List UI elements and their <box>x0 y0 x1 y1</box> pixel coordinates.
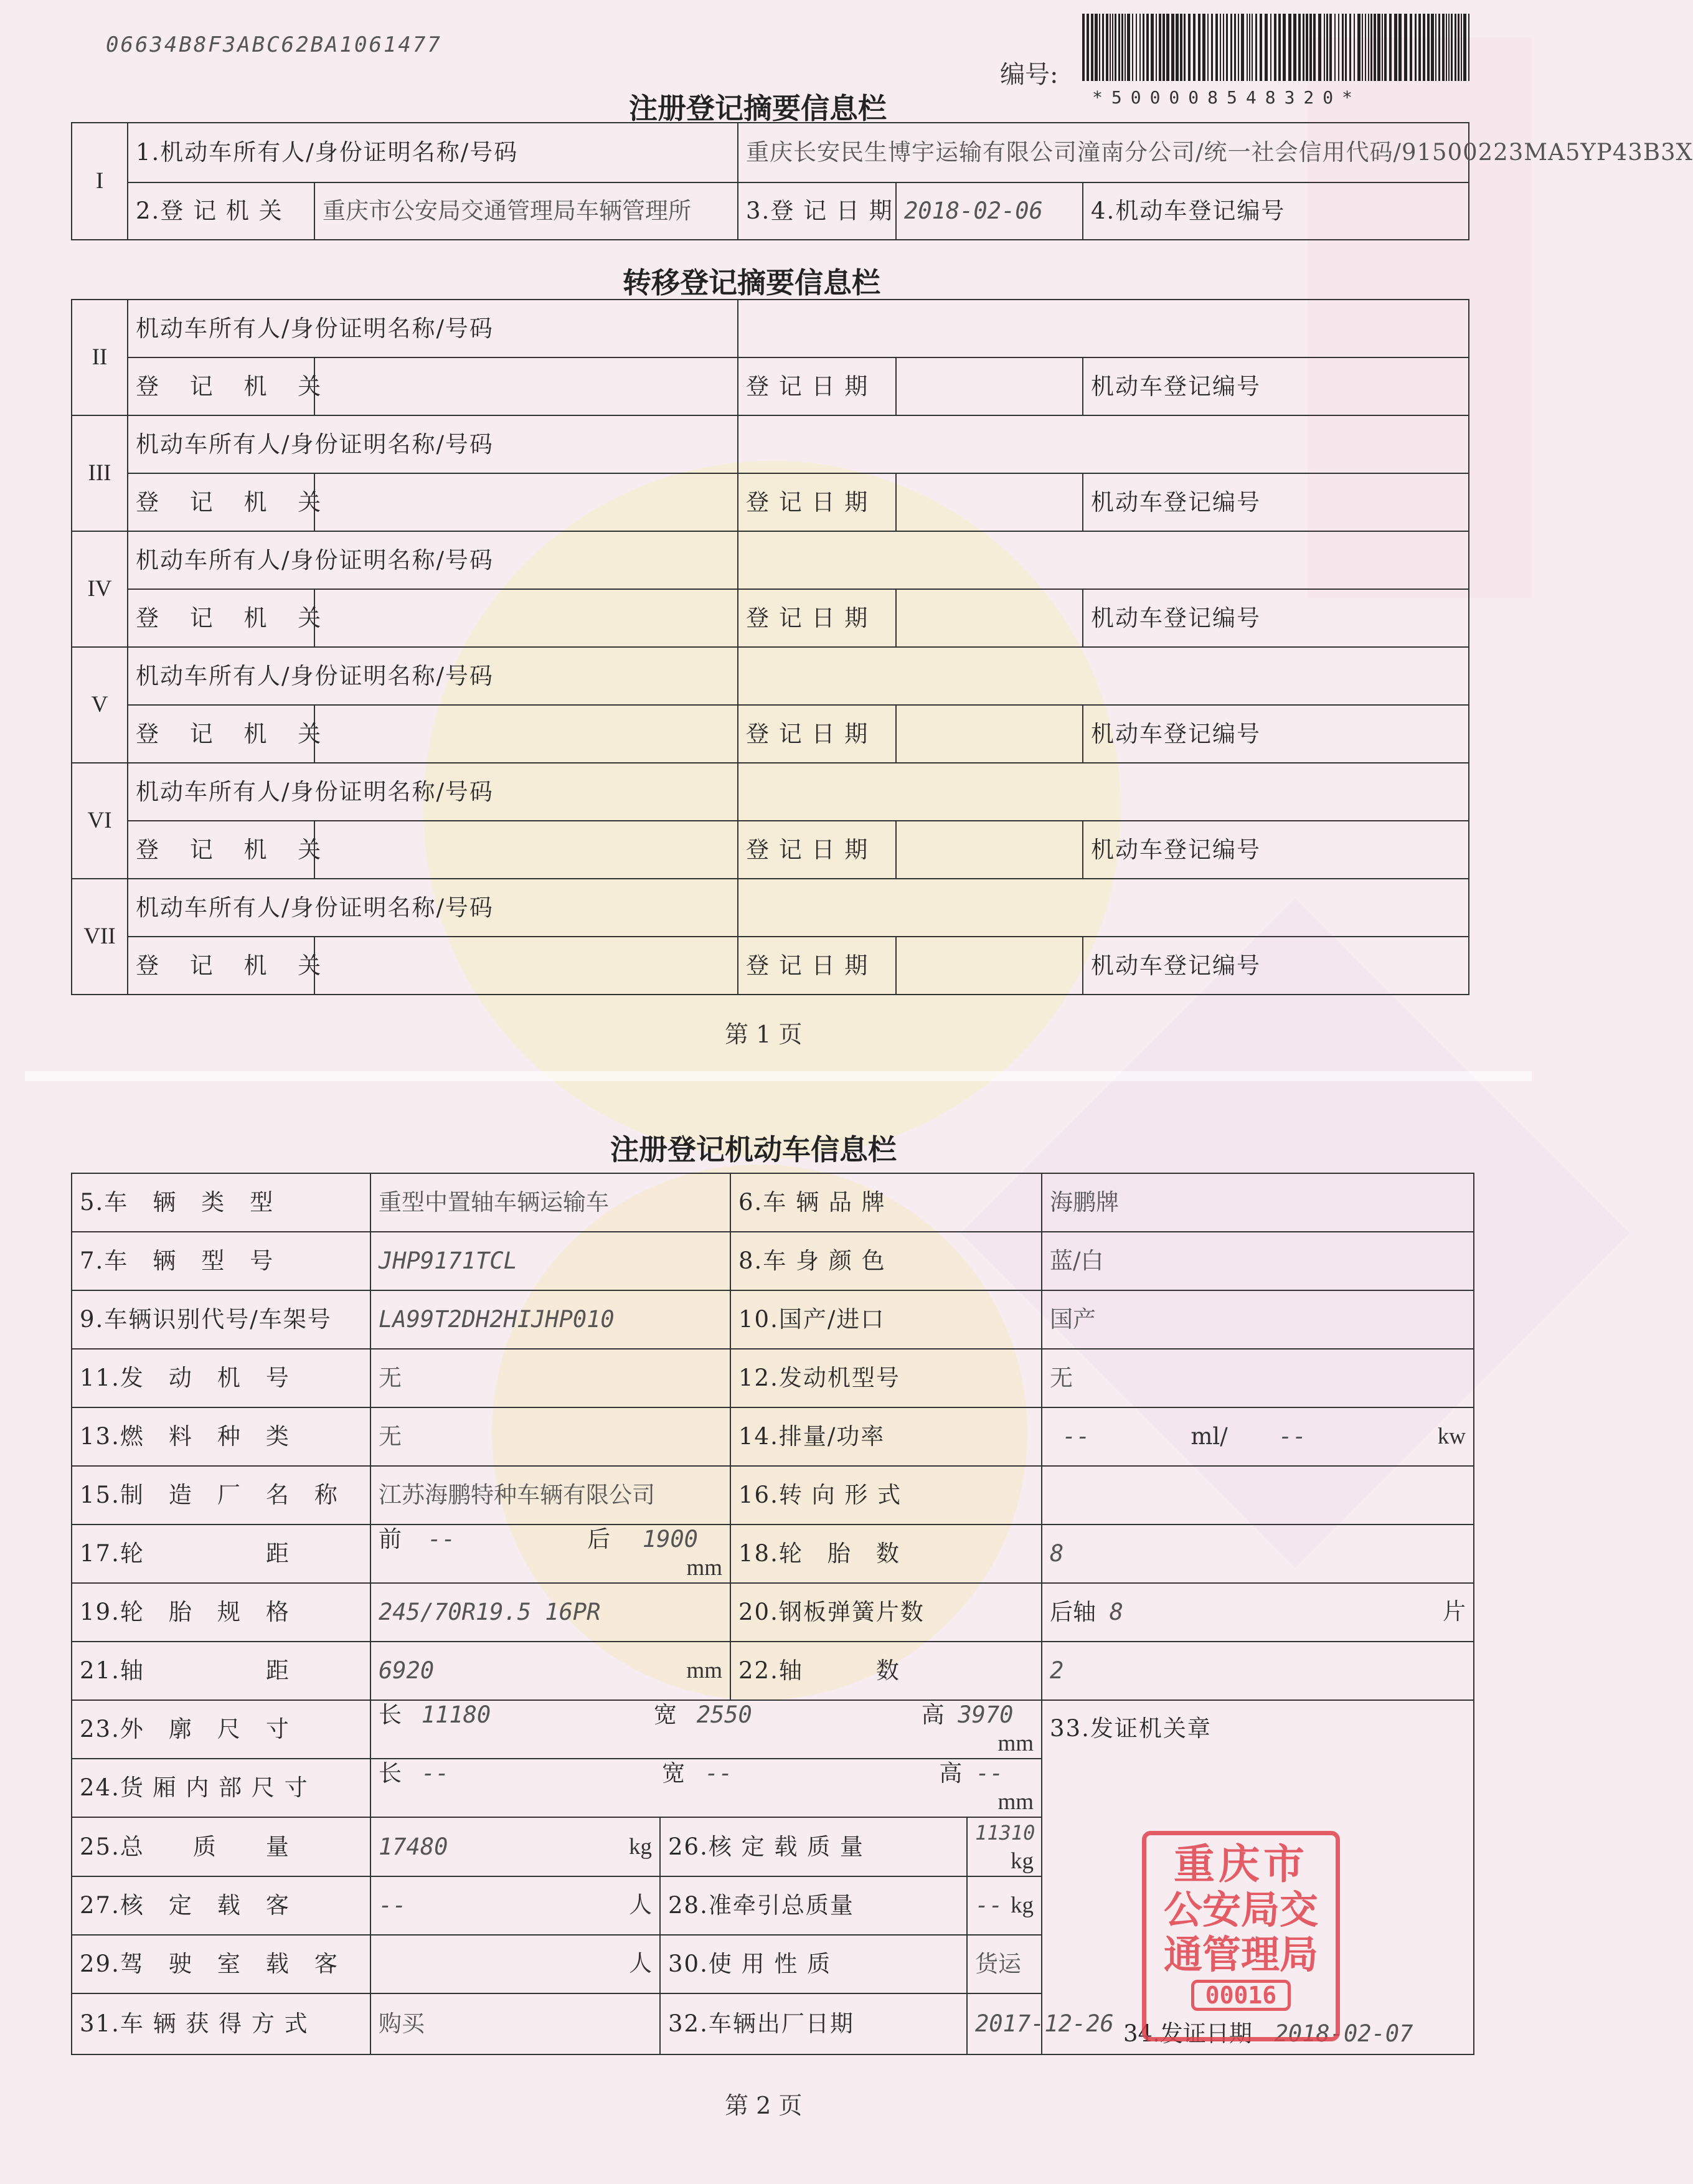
serial-number-label: 编号: <box>1000 60 1059 89</box>
total-mass-value: 17480 <box>379 1833 448 1860</box>
barcode-bar <box>1146 14 1149 81</box>
displacement-ml-unit: ml/ <box>1191 1423 1228 1450</box>
track-label: 17.轮 距 <box>72 1525 370 1583</box>
vehicle-type-label: 5.车 辆 类 型 <box>72 1173 370 1232</box>
barcode-bar <box>1342 14 1344 81</box>
track-value <box>370 1525 730 1583</box>
barcode-bar <box>1288 14 1291 81</box>
barcode-bar <box>1270 14 1271 81</box>
track-front-value: -- <box>427 1526 456 1553</box>
transfer-date-value <box>896 357 1083 415</box>
wheelbase-label: 21.轴 距 <box>72 1642 370 1700</box>
cargo-length: -- <box>421 1760 450 1787</box>
plate-number-label: 4.机动车登记编号 <box>1083 182 1469 240</box>
engine-number-value: 无 <box>370 1349 730 1407</box>
barcode-bar <box>1458 14 1460 81</box>
seal-line-3: 通管理局 <box>1163 1932 1318 1977</box>
wheelbase-unit: mm <box>686 1658 722 1683</box>
transfer-owner-value <box>738 300 1469 357</box>
power-kw: -- <box>1278 1423 1307 1450</box>
transfer-date-value <box>896 937 1083 995</box>
transfer-row-details <box>72 589 1469 647</box>
transfer-row-details <box>72 821 1469 879</box>
transfer-row-owner <box>72 647 1469 705</box>
transfer-owner-label: 机动车所有人/身份证明名称/号码 <box>128 879 738 937</box>
engine-model-value: 无 <box>1042 1349 1474 1407</box>
barcode-bar <box>1448 14 1450 81</box>
row-numeral: III <box>72 415 128 531</box>
barcode-bar <box>1202 14 1205 81</box>
barcode-bar <box>1127 14 1130 81</box>
barcode-bar <box>1326 14 1328 81</box>
color-label: 8.车 身 颜 色 <box>730 1232 1042 1290</box>
issue-date-label: 34.发证日期 <box>1123 2020 1252 2047</box>
transfer-date-value <box>896 589 1083 647</box>
transfer-summary-title: 转移登记摘要信息栏 <box>623 266 880 300</box>
transfer-owner-label: 机动车所有人/身份证明名称/号码 <box>128 415 738 473</box>
transfer-row-details <box>72 357 1469 415</box>
barcode-bar <box>1427 14 1430 81</box>
barcode-bar <box>1198 14 1200 81</box>
barcode-bar <box>1151 14 1154 81</box>
outer-height: 3970 <box>958 1701 1014 1728</box>
barcode-bar <box>1102 14 1104 81</box>
barcode-bar <box>1110 14 1111 81</box>
transfer-row-owner <box>72 879 1469 937</box>
outer-dimensions-value <box>370 1700 1042 1759</box>
transfer-authority-label: 登 记 机 关 <box>128 937 314 995</box>
authority-label: 2.登 记 机 关 <box>128 182 314 240</box>
passenger-unit: 人 <box>629 1893 652 1918</box>
police-bureau-seal <box>1142 1831 1340 2041</box>
barcode-bar <box>1132 14 1133 81</box>
barcode-bar <box>1415 14 1417 81</box>
barcode-bar <box>1283 14 1286 81</box>
owner-label: 1.机动车所有人/身份证明名称/号码 <box>128 123 738 182</box>
transfer-date-label: 登 记 日 期 <box>738 357 896 415</box>
transfer-authority-value <box>314 357 738 415</box>
transfer-owner-label: 机动车所有人/身份证明名称/号码 <box>128 647 738 705</box>
transfer-authority-value <box>314 821 738 879</box>
transfer-plate-label: 机动车登记编号 <box>1083 589 1469 647</box>
transfer-authority-label: 登 记 机 关 <box>128 589 314 647</box>
color-value: 蓝/白 <box>1042 1232 1474 1290</box>
barcode-bar <box>1255 14 1257 81</box>
seal-code: 00016 <box>1191 1980 1291 2011</box>
cargo-width: -- <box>704 1760 733 1787</box>
origin-label: 10.国产/进口 <box>730 1290 1042 1349</box>
cargo-length-label: 长 <box>379 1760 402 1787</box>
barcode-bar <box>1455 14 1456 81</box>
transfer-plate-label: 机动车登记编号 <box>1083 473 1469 531</box>
barcode-bar <box>1298 14 1301 81</box>
barcode-bar <box>1338 14 1339 81</box>
brand-label: 6.车 辆 品 牌 <box>730 1173 1042 1232</box>
transfer-date-value <box>896 705 1083 763</box>
transfer-date-value <box>896 821 1083 879</box>
barcode-bar <box>1136 14 1137 81</box>
outer-width-label: 宽 <box>653 1701 677 1728</box>
transfer-authority-value <box>314 705 738 763</box>
barcode-bar <box>1125 14 1126 81</box>
barcode-bar <box>1423 14 1425 81</box>
issue-date-value: 2018-02-07 <box>1274 2020 1413 2047</box>
barcode-bar <box>1345 14 1347 81</box>
transfer-date-label: 登 记 日 期 <box>738 589 896 647</box>
barcode-bar <box>1112 14 1113 81</box>
fuel-value: 无 <box>370 1407 730 1466</box>
transfer-row-owner <box>72 763 1469 821</box>
barcode-bar <box>1435 14 1436 81</box>
row-numeral: II <box>72 300 128 415</box>
cargo-height: -- <box>975 1760 1004 1787</box>
authority-value: 重庆市公安局交通管理局车辆管理所 <box>314 182 738 240</box>
total-mass-label: 25.总 质 量 <box>72 1817 370 1876</box>
wheelbase-value: 6920 <box>379 1657 435 1684</box>
tire-spec-label: 19.轮 胎 规 格 <box>72 1583 370 1642</box>
tow-mass-unit: kg <box>1011 1893 1034 1918</box>
spring-axle-prefix: 后轴 <box>1050 1599 1096 1625</box>
transfer-date-label: 登 记 日 期 <box>738 705 896 763</box>
transfer-owner-value <box>738 647 1469 705</box>
transfer-row-owner <box>72 531 1469 589</box>
barcode-bar <box>1176 14 1179 81</box>
registration-summary-title: 注册登记摘要信息栏 <box>629 92 887 125</box>
origin-value: 国产 <box>1042 1290 1474 1349</box>
passenger-capacity-label: 27.核 定 载 客 <box>72 1876 370 1935</box>
barcode-bar <box>1394 14 1397 81</box>
transfer-authority-value <box>314 589 738 647</box>
track-unit: mm <box>686 1555 722 1581</box>
rated-load-cell <box>967 1817 1042 1876</box>
barcode-bar <box>1334 14 1336 81</box>
barcode-bar <box>1180 14 1182 81</box>
barcode-bar <box>1099 14 1100 81</box>
barcode-bar <box>1293 14 1296 81</box>
barcode-text: *500008548320* <box>1092 87 1362 108</box>
transfer-authority-label: 登 记 机 关 <box>128 705 314 763</box>
outer-dimensions-label: 23.外 廓 尺 寸 <box>72 1700 370 1759</box>
barcode-bar <box>1162 14 1165 81</box>
acquisition-value: 购买 <box>370 1993 660 2054</box>
transfer-owner-value <box>738 531 1469 589</box>
wheelbase-cell <box>370 1642 730 1700</box>
passenger-capacity-value: -- <box>379 1892 407 1919</box>
axle-count-label: 22.轴 数 <box>730 1642 1042 1700</box>
outer-height-label: 高 <box>921 1701 945 1728</box>
barcode-bar <box>1118 14 1120 81</box>
transfer-owner-value <box>738 879 1469 937</box>
transfer-plate-label: 机动车登记编号 <box>1083 937 1469 995</box>
barcode-bar <box>1468 14 1469 81</box>
seal-line-2: 公安局交 <box>1163 1887 1318 1932</box>
row-numeral: VI <box>72 763 128 879</box>
track-rear-label: 后 <box>587 1526 611 1553</box>
barcode-bar <box>1193 14 1195 81</box>
barcode-bar <box>1274 14 1276 81</box>
transfer-owner-label: 机动车所有人/身份证明名称/号码 <box>128 300 738 357</box>
passenger-capacity-cell <box>370 1876 660 1935</box>
cargo-width-label: 宽 <box>662 1760 686 1787</box>
steering-label: 16.转 向 形 式 <box>730 1466 1042 1525</box>
displacement-ml: -- <box>1062 1423 1090 1450</box>
fuel-label: 13.燃 料 种 类 <box>72 1407 370 1466</box>
displacement-value <box>1042 1407 1474 1466</box>
tow-mass-value: -- <box>975 1892 1003 1919</box>
barcode-bar <box>1095 14 1098 81</box>
barcode-bar <box>1309 14 1312 81</box>
transfer-row-owner <box>72 415 1469 473</box>
transfer-row-owner <box>72 300 1469 357</box>
vehicle-info-title: 注册登记机动车信息栏 <box>610 1133 897 1166</box>
registration-summary-table <box>71 122 1693 240</box>
spring-unit: 片 <box>1443 1599 1466 1625</box>
seal-line-1: 重庆市 <box>1174 1840 1308 1888</box>
barcode-bar <box>1252 14 1253 81</box>
owner-value: 重庆长安民生博宇运输有限公司潼南分公司/统一社会信用代码/91500223MA5YP43B3X <box>738 123 1469 182</box>
page-2-label: 第 2 页 <box>725 2092 803 2119</box>
transfer-authority-value <box>314 937 738 995</box>
barcode-bar <box>1382 14 1383 81</box>
track-rear-value: 1900 <box>642 1526 698 1553</box>
barcode-bar <box>1238 14 1239 81</box>
cargo-dimensions-label: 24.货 厢 内 部 尺 寸 <box>72 1759 370 1817</box>
manufacturer-label: 15.制 造 厂 名 称 <box>72 1466 370 1525</box>
row-numeral: IV <box>72 531 128 647</box>
engine-number-label: 11.发 动 机 号 <box>72 1349 370 1407</box>
factory-date-value: 2017-12-26 <box>967 1993 1042 2054</box>
transfer-row-details <box>72 937 1469 995</box>
cargo-height-label: 高 <box>939 1760 963 1787</box>
barcode-bar <box>1220 14 1221 81</box>
barcode-bar <box>1091 14 1093 81</box>
barcode-bar <box>1442 14 1445 81</box>
vehicle-type-value: 重型中置轴车辆运输车 <box>370 1173 730 1232</box>
cab-passengers-unit: 人 <box>629 1951 652 1977</box>
row-numeral: V <box>72 647 128 763</box>
total-mass-cell <box>370 1817 660 1876</box>
barcode-bar <box>1357 14 1361 81</box>
barcode-bar <box>1389 14 1392 81</box>
transfer-authority-label: 登 记 机 关 <box>128 473 314 531</box>
outer-width: 2550 <box>696 1701 752 1728</box>
barcode-bar <box>1404 14 1407 81</box>
barcode-bar <box>1349 14 1351 81</box>
barcode-bar <box>1260 14 1262 81</box>
steering-value <box>1042 1466 1474 1525</box>
page-1-label: 第 1 页 <box>725 1021 803 1048</box>
model-value: JHP9171TCL <box>370 1232 730 1290</box>
barcode-bar <box>1313 14 1316 81</box>
barcode-bar <box>1234 14 1236 81</box>
barcode-bar <box>1438 14 1440 81</box>
barcode-bar <box>1143 14 1144 81</box>
registration-date-label: 3.登 记 日 期 <box>738 182 896 240</box>
transfer-date-value <box>896 473 1083 531</box>
barcode-bar <box>1241 14 1244 81</box>
barcode-bar <box>1329 14 1332 81</box>
barcode-bar <box>1370 14 1372 81</box>
tow-mass-cell <box>967 1876 1042 1935</box>
issuer-seal-label: 33.发证机关章 <box>1042 1700 1474 2054</box>
barcode-bar <box>1249 14 1250 81</box>
barcode-bar <box>1398 14 1402 81</box>
barcode-bar <box>1171 14 1174 81</box>
barcode-bar <box>1159 14 1161 81</box>
barcode-bar <box>1451 14 1453 81</box>
barcode-bar <box>1418 14 1421 81</box>
outer-unit: mm <box>997 1731 1034 1756</box>
cargo-dimensions-value <box>370 1759 1042 1817</box>
tire-count-value: 8 <box>1042 1525 1474 1583</box>
barcode-bar <box>1384 14 1387 81</box>
row-numeral: VII <box>72 879 128 995</box>
barcode-bar <box>1446 14 1447 81</box>
power-kw-unit: kw <box>1437 1424 1466 1449</box>
displacement-label: 14.排量/功率 <box>730 1407 1042 1466</box>
usage-label: 30.使 用 性 质 <box>660 1935 967 1993</box>
transfer-authority-label: 登 记 机 关 <box>128 821 314 879</box>
vin-value: LA99T2DH2HIJHP010 <box>370 1290 730 1349</box>
barcode-bar <box>1207 14 1209 81</box>
barcode-bar <box>1461 14 1462 81</box>
barcode-bar <box>1365 14 1366 81</box>
barcode-bar <box>1306 14 1308 81</box>
transfer-row-details <box>72 705 1469 763</box>
barcode-bar <box>1265 14 1268 81</box>
manufacturer-value: 江苏海鹏特种车辆有限公司 <box>370 1466 730 1525</box>
barcode-bar <box>1215 14 1218 81</box>
transfer-owner-label: 机动车所有人/身份证明名称/号码 <box>128 763 738 821</box>
tow-mass-label: 28.准牵引总质量 <box>660 1876 967 1935</box>
acquisition-label: 31.车 辆 获 得 方 式 <box>72 1993 370 2054</box>
transfer-plate-label: 机动车登记编号 <box>1083 357 1469 415</box>
transfer-owner-value <box>738 415 1469 473</box>
spring-count-label: 20.钢板弹簧片数 <box>730 1583 1042 1642</box>
transfer-plate-label: 机动车登记编号 <box>1083 821 1469 879</box>
transfer-date-label: 登 记 日 期 <box>738 937 896 995</box>
track-front-label: 前 <box>379 1526 402 1553</box>
transfer-owner-label: 机动车所有人/身份证明名称/号码 <box>128 531 738 589</box>
cab-passengers-label: 29.驾 驶 室 载 客 <box>72 1935 370 1993</box>
barcode-bar <box>1318 14 1321 81</box>
engine-model-label: 12.发动机型号 <box>730 1349 1042 1407</box>
barcode-bar <box>1184 14 1186 81</box>
transfer-date-label: 登 记 日 期 <box>738 473 896 531</box>
factory-date-label: 32.车辆出厂日期 <box>660 1993 967 2054</box>
barcode-bar <box>1354 14 1355 81</box>
transfer-owner-value <box>738 763 1469 821</box>
barcode-bar <box>1166 14 1169 81</box>
barcode-bar <box>1230 14 1232 81</box>
barcode-bar <box>1087 14 1089 81</box>
tire-count-label: 18.轮 胎 数 <box>730 1525 1042 1583</box>
barcode-bar <box>1303 14 1304 81</box>
row-numeral-I: I <box>72 123 128 240</box>
barcode-bar <box>1115 14 1116 81</box>
registration-date-value: 2018-02-06 <box>896 182 1083 240</box>
barcode-bar <box>1226 14 1228 81</box>
barcode-bar <box>1362 14 1363 81</box>
cab-passengers-cell <box>370 1935 660 1993</box>
barcode-bar <box>1368 14 1369 81</box>
outer-length: 11180 <box>421 1701 491 1728</box>
barcode-bar <box>1278 14 1281 81</box>
transfer-authority-value <box>314 473 738 531</box>
barcode-bar <box>1247 14 1248 81</box>
serial-barcode <box>1082 14 1474 82</box>
barcode-bar <box>1463 14 1466 81</box>
document-control-code: 06634B8F3ABC62BA1061477 <box>106 32 442 57</box>
transfer-date-label: 登 记 日 期 <box>738 821 896 879</box>
barcode-bar <box>1431 14 1434 81</box>
rated-load-label: 26.核 定 载 质 量 <box>660 1817 967 1876</box>
vin-label: 9.车辆识别代号/车架号 <box>72 1290 370 1349</box>
barcode-bar <box>1377 14 1380 81</box>
rated-load-unit: kg <box>1011 1848 1034 1874</box>
barcode-bar <box>1211 14 1213 81</box>
axle-count-value: 2 <box>1042 1642 1474 1700</box>
barcode-bar <box>1082 14 1085 81</box>
tire-spec-value: 245/70R19.5 16PR <box>370 1583 730 1642</box>
barcode-bar <box>1324 14 1325 81</box>
transfer-plate-label: 机动车登记编号 <box>1083 705 1469 763</box>
barcode-bar <box>1139 14 1141 81</box>
transfer-row-details <box>72 473 1469 531</box>
cargo-unit: mm <box>997 1789 1034 1815</box>
barcode-bar <box>1410 14 1412 81</box>
rated-load-value: 11310 <box>975 1821 1035 1845</box>
usage-value: 货运 <box>967 1935 1042 1993</box>
barcode-bar <box>1121 14 1123 81</box>
brand-value: 海鹏牌 <box>1042 1173 1474 1232</box>
barcode-bar <box>1156 14 1157 81</box>
barcode-bar <box>1223 14 1224 81</box>
barcode-bar <box>1188 14 1191 81</box>
transfer-summary-table <box>71 299 1469 995</box>
outer-length-label: 长 <box>379 1701 402 1728</box>
transfer-authority-label: 登 记 机 关 <box>128 357 314 415</box>
barcode-bar <box>1374 14 1376 81</box>
barcode-bar <box>1106 14 1108 81</box>
spring-count: 8 <box>1109 1599 1124 1625</box>
total-mass-unit: kg <box>629 1833 652 1860</box>
model-label: 7.车 辆 型 号 <box>72 1232 370 1290</box>
spring-count-value <box>1042 1583 1474 1642</box>
